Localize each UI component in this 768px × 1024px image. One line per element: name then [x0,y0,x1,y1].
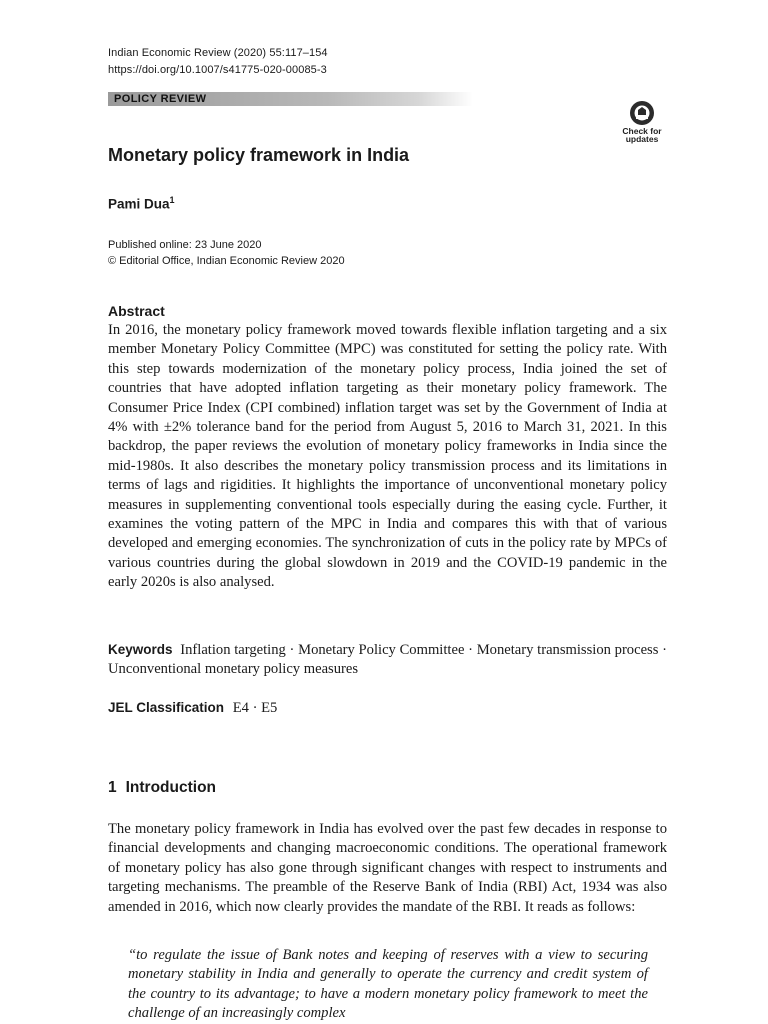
abstract-heading: Abstract [108,303,165,319]
published-date: Published online: 23 June 2020 [108,239,262,251]
jel-codes: E4 · E5 [232,700,278,716]
copyright-notice: © Editorial Office, Indian Economic Review 2020 [108,255,345,267]
article-title: Monetary policy framework in India [108,145,410,165]
check-updates-label: Check for updates [622,126,662,144]
abstract-body: In 2016, the monetary policy framework moved towards flexible inflation targeting and a six member Monetary Policy Committee (MPC) was constituted for setting the policy rate. With this step towards modernization of the monetary policy process, India joined the set of countries that have adopted inflation targeting as their monetary policy framework. The Consumer Price Index (CPI combined) inflation target was set by the Government of India at 4% with ±2% tolerance band for the period from August 5, 2016 to March 31, 2021. In this backdrop, the paper reviews the evolution of monetary policy frameworks in India since the mid-1980s. It also describes the monetary policy transmission process and its limitations in terms of lags and rigidities. It highlights the importance of unconventional monetary policy measures in supplementing conventional tools especially during the easing cycle. Further, it examines the voting pattern of the MPC in India and compares this with that of various developed and emerging economies. The synchronization of cuts in the policy rate by MPCs of various countries during the global slowdown in 2019 and the COVID-19 pandemic in the early 2020s is also analysed. [108,322,667,591]
section-title: Introduction [125,779,217,796]
affiliation-mark[interactable]: 1 [169,195,175,205]
check-for-updates-badge[interactable] [617,100,667,143]
keywords-label: Keywords [108,642,173,657]
jel-classification [108,700,277,717]
check-updates-icon [629,100,655,126]
doi-link[interactable]: https://doi.org/10.1007/s41775-020-00085-3 [108,64,327,76]
keywords-list: Inflation targeting · Monetary Policy Committee · Monetary transmission process · Unconventional monetary policy measures [108,642,667,678]
section-heading-introduction [108,779,216,797]
section-label: POLICY REVIEW [114,93,207,105]
section-number: 1 [108,779,117,796]
journal-reference: Indian Economic Review (2020) 55:117–154 [108,47,328,59]
keywords [108,640,667,680]
introduction-paragraph: The monetary policy framework in India has evolved over the past few decades in response to financial developments and changing macroeconomic conditions. The operational framework of monetary policy has also gone through significant changes with respect to instruments and targeting mechanisms. The preamble of the Reserve Bank of India (RBI) Act, 1934 was also amended in 2016, which now clearly provides the mandate of the RBI. It reads as follows: [108,821,667,915]
author-name: Pami Dua$^1$ [108,195,175,212]
jel-label: JEL Classification [108,700,225,715]
rbi-act-quote: “to regulate the issue of Bank notes and keeping of reserves with a view to securing monetary stability in India and generally to operate the currency and credit system of the country to its advantage; to have a modern monetary policy framework to meet the challenge of an increasingly complex [128,947,648,1022]
